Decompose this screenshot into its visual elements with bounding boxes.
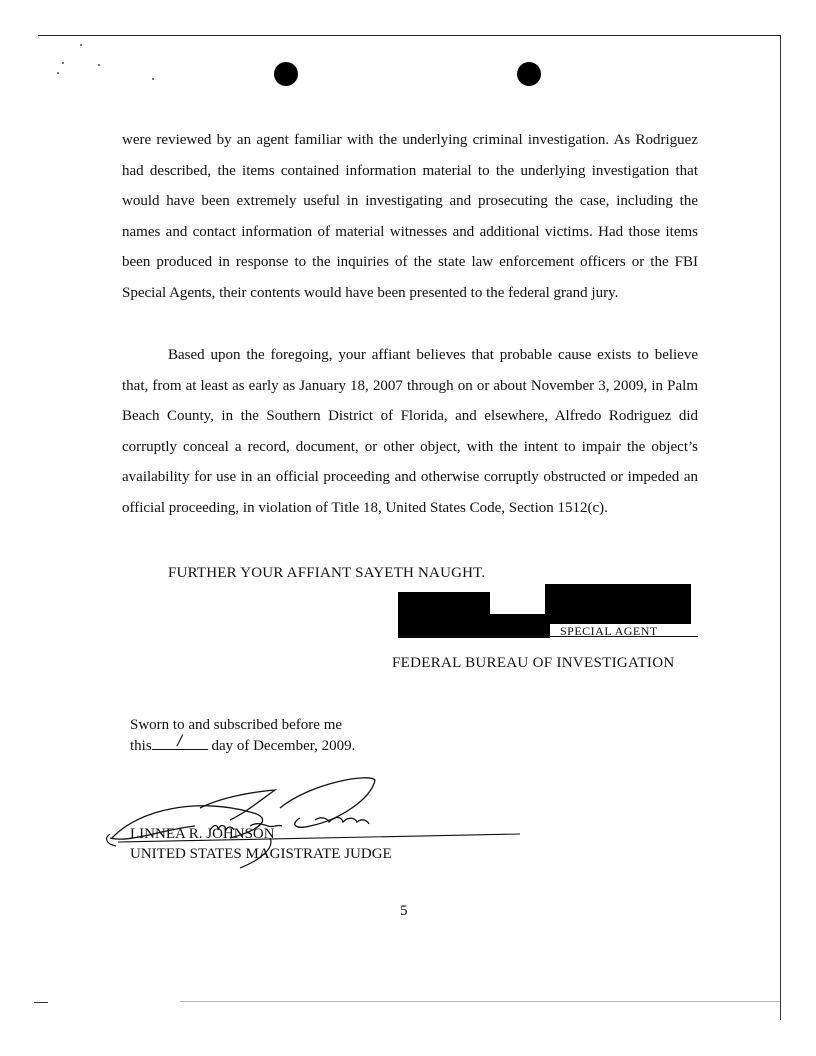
scan-border-right bbox=[780, 35, 781, 1020]
jurat-day-blank bbox=[152, 735, 208, 750]
affiant-title: SPECIAL AGENT bbox=[560, 624, 658, 638]
punch-hole-right bbox=[517, 62, 541, 86]
jurat-line-2 bbox=[130, 735, 355, 756]
jurat bbox=[130, 715, 355, 756]
conclusion-paragraph: Based upon the foregoing, your affiant believes that probable cause exists to believe that, from at least as early as January 18, 2007 through on or about November 3, 2009, in Palm Beach County, in the Southern District of Florida, and elsewhere, Alfredo Rodriguez did corruptly conceal a record, document, or other object, with the intent to impair the object’s availability for use in an official proceeding and otherwise corruptly obstructed or impeded an official proceeding, in violation of Title 18, United States Code, Section 1512(c). bbox=[122, 347, 698, 516]
page-number: 5 bbox=[400, 903, 408, 919]
scan-border-top bbox=[38, 35, 780, 36]
jurat-day: / bbox=[177, 733, 183, 749]
scan-speck bbox=[80, 44, 82, 46]
punch-hole-left bbox=[274, 62, 298, 86]
scan-speck bbox=[152, 78, 154, 80]
jurat-this: this bbox=[130, 738, 152, 754]
scan-speck bbox=[62, 62, 64, 64]
jurat-line-1: Sworn to and subscribed before me bbox=[130, 717, 343, 733]
judge-name: LINNEA R. JOHNSON bbox=[130, 826, 275, 842]
scan-speck bbox=[98, 64, 100, 66]
redaction-block bbox=[490, 614, 550, 638]
judge-block bbox=[130, 824, 392, 864]
closing-statement: FURTHER YOUR AFFIANT SAYETH NAUGHT. bbox=[168, 565, 486, 581]
scan-speck bbox=[57, 72, 59, 74]
redaction-block bbox=[545, 584, 691, 624]
body-paragraph: were reviewed by an agent familiar with the underlying criminal investigation. As Rodriguez had described, the items contained information material to the underlying investigation that would have been extremely useful in investigating and prosecuting the case, including the names and contact information of material witnesses and additional victims. Had those items been produced in response to the inquiries of the state law enforcement officers or the FBI Special Agents, their contents would have been presented to the federal grand jury. bbox=[122, 132, 698, 301]
redaction-block bbox=[398, 592, 490, 638]
scan-mark bbox=[34, 1002, 48, 1003]
scan-border-bottom bbox=[180, 1001, 780, 1002]
jurat-date: day of December, 2009. bbox=[211, 738, 356, 754]
affiant-agency: FEDERAL BUREAU OF INVESTIGATION bbox=[392, 655, 675, 671]
judge-title: UNITED STATES MAGISTRATE JUDGE bbox=[130, 846, 392, 862]
